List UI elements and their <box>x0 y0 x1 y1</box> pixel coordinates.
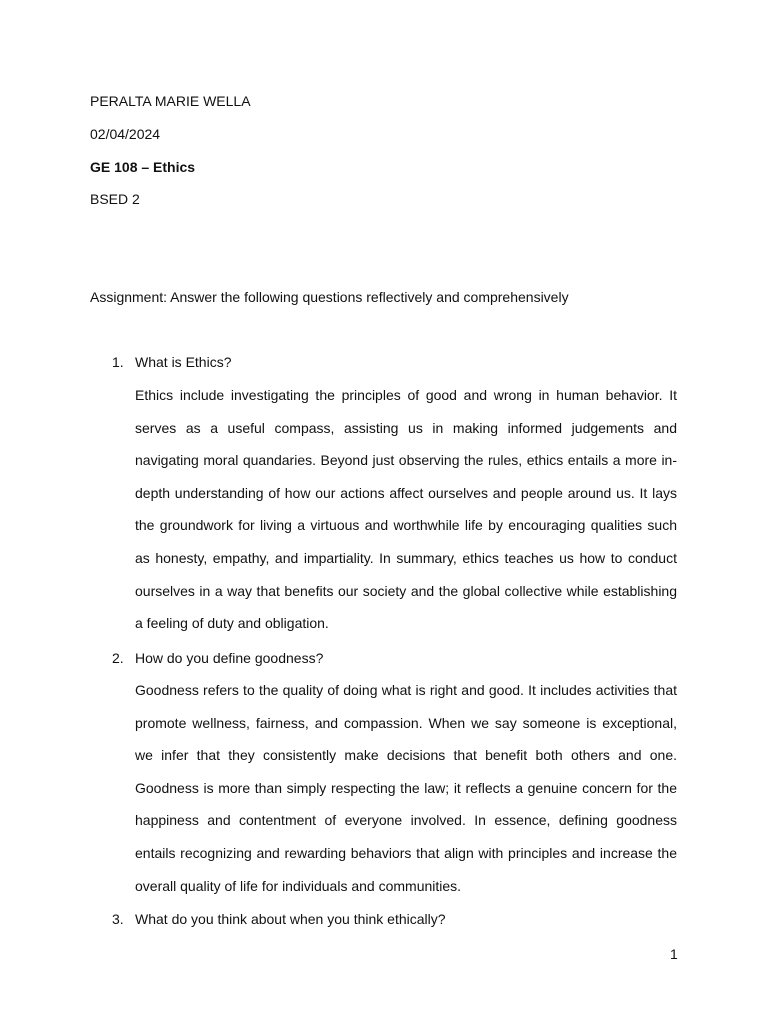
answer-paragraph: Ethics include investigating the principles of good and wrong in human behavior. It serves as a useful compass, assisting us in making informed judgements and navigating moral quandaries. Beyond just observing the rules, ethics entails a more in-depth understanding of how our actions affect ourselves and people around us. It lays the groundwork for living a virtuous and worthwhile life by encouraging qualities such as honesty, empathy, and impartiality. In summary, ethics teaches us how to conduct ourselves in a way that benefits our society and the global collective while establishing a feeling of duty and obligation. <box>135 387 677 632</box>
question-number: 1. <box>112 354 124 370</box>
assignment-instructions: Assignment: Answer the following questions reflectively and comprehensively <box>90 289 569 305</box>
question-text: What is Ethics? <box>135 354 232 370</box>
section-label: BSED 2 <box>90 191 140 207</box>
question-number: 2. <box>112 650 124 666</box>
course-title: GE 108 – Ethics <box>90 159 196 175</box>
submission-date: 02/04/2024 <box>90 126 161 142</box>
student-name: PERALTA MARIE WELLA <box>90 93 251 109</box>
answer-paragraph: Goodness refers to the quality of doing what is right and good. It includes activities that promote wellness, fairness, and compassion. When we say someone is exceptional, we infer that they consistently make decisions that benefit both others and one. Goodness is more than simply respecting the law; it reflects a genuine concern for the happiness and contentment of everyone involved. In essence, defining goodness entails recognizing and rewarding behaviors that align with principles and increase the overall quality of life for individuals and communities. <box>135 682 677 894</box>
page-number: 1 <box>670 946 678 962</box>
question-text: How do you define goodness? <box>135 650 324 666</box>
question-text: What do you think about when you think ethically? <box>135 911 446 927</box>
question-number: 3. <box>112 911 124 927</box>
